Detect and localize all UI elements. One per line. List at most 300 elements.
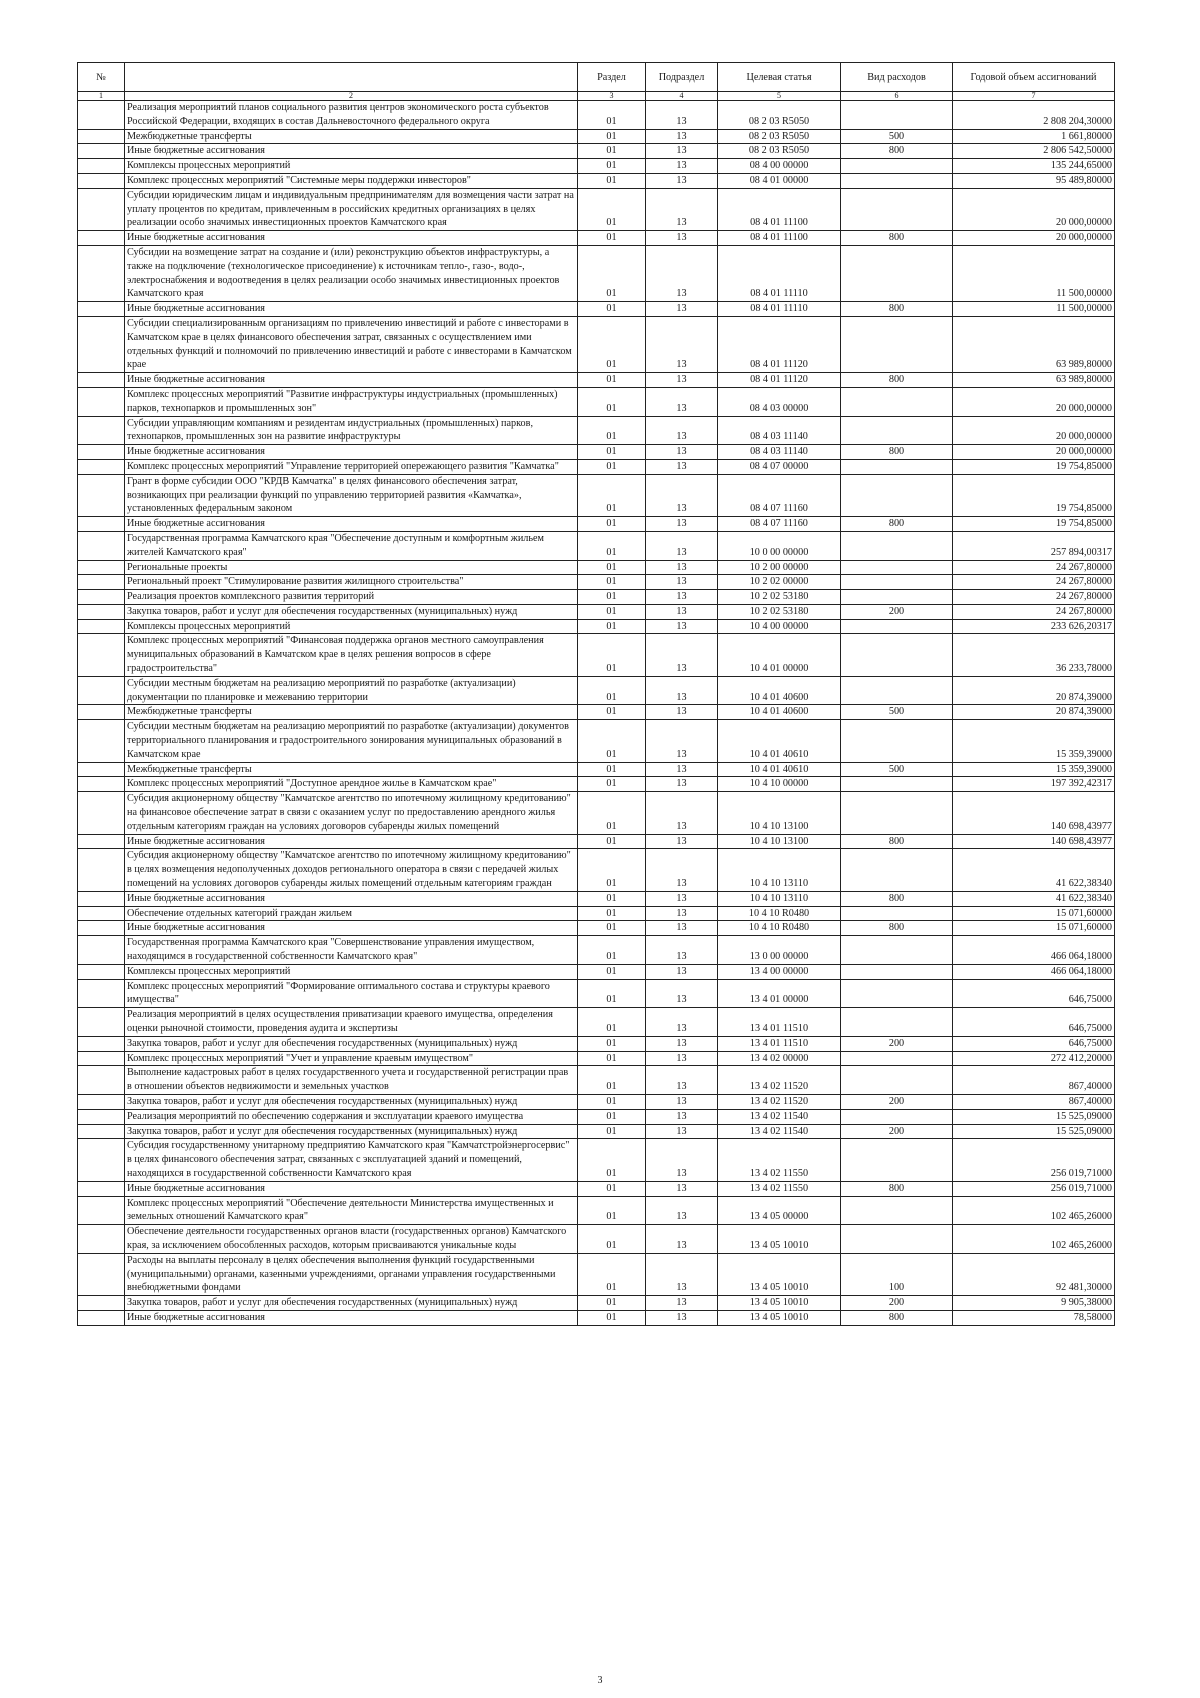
table-row [78, 834, 1115, 849]
row-target-article-cell: 13 4 02 11540 [718, 1109, 841, 1124]
row-number-cell [78, 705, 125, 720]
row-razdel-cell: 01 [578, 1109, 646, 1124]
row-amount-cell: 15 359,39000 [953, 720, 1115, 762]
row-name-cell: Иные бюджетные ассигнования [125, 834, 578, 849]
row-target-article-cell: 08 4 01 11110 [718, 302, 841, 317]
row-name-cell: Реализация мероприятий в целях осуществления приватизации краевого имущества, определения оценки рыночной стоимости, проведения аудита и экспертизы [125, 1008, 578, 1037]
row-name-cell: Иные бюджетные ассигнования [125, 144, 578, 159]
row-razdel-cell: 01 [578, 720, 646, 762]
row-name-cell: Субсидия акционерному обществу "Камчатское агентство по ипотечному жилищному кредитованию" на финансовое обеспечение затрат в связи с оказанием услуг по предоставлению арендного жилья отдельным категориям граждан на условиях договоров субаренды жилых помещений [125, 792, 578, 834]
row-podrazdel-cell: 13 [646, 387, 718, 416]
row-amount-cell: 466 064,18000 [953, 964, 1115, 979]
column-number: 6 [841, 92, 953, 101]
row-expense-type-cell [841, 1196, 953, 1225]
row-target-article-cell: 10 4 01 00000 [718, 634, 841, 676]
row-name-cell: Закупка товаров, работ и услуг для обеспечения государственных (муниципальных) нужд [125, 1036, 578, 1051]
row-razdel-cell: 01 [578, 1066, 646, 1095]
row-amount-cell: 20 000,00000 [953, 416, 1115, 445]
table-row [78, 720, 1115, 762]
row-target-article-cell: 08 4 07 11160 [718, 474, 841, 516]
row-podrazdel-cell: 13 [646, 979, 718, 1008]
row-name-cell: Государственная программа Камчатского края "Совершенствование управления имуществом, находящимся в государственной собственности Камчатского края" [125, 936, 578, 965]
row-razdel-cell: 01 [578, 1181, 646, 1196]
table-row [78, 849, 1115, 891]
row-amount-cell: 24 267,80000 [953, 604, 1115, 619]
row-razdel-cell: 01 [578, 979, 646, 1008]
row-amount-cell: 257 894,00317 [953, 531, 1115, 560]
row-amount-cell: 11 500,00000 [953, 302, 1115, 317]
row-expense-type-cell [841, 560, 953, 575]
row-name-cell: Закупка товаров, работ и услуг для обеспечения государственных (муниципальных) нужд [125, 1296, 578, 1311]
table-row [78, 459, 1115, 474]
row-expense-type-cell [841, 1139, 953, 1181]
row-target-article-cell: 08 2 03 R5050 [718, 144, 841, 159]
row-number-cell [78, 1094, 125, 1109]
row-razdel-cell: 01 [578, 762, 646, 777]
table-row [78, 1296, 1115, 1311]
row-podrazdel-cell: 13 [646, 188, 718, 230]
row-name-cell: Региональные проекты [125, 560, 578, 575]
row-target-article-cell: 13 4 00 00000 [718, 964, 841, 979]
row-name-cell: Комплексы процессных мероприятий [125, 619, 578, 634]
row-number-cell [78, 144, 125, 159]
table-row [78, 474, 1115, 516]
column-number: 1 [78, 92, 125, 101]
row-podrazdel-cell: 13 [646, 1008, 718, 1037]
row-razdel-cell: 01 [578, 1008, 646, 1037]
row-target-article-cell: 08 2 03 R5050 [718, 101, 841, 130]
row-target-article-cell: 08 4 03 11140 [718, 416, 841, 445]
row-podrazdel-cell: 13 [646, 560, 718, 575]
row-podrazdel-cell: 13 [646, 921, 718, 936]
row-razdel-cell: 01 [578, 849, 646, 891]
row-number-cell [78, 1124, 125, 1139]
row-expense-type-cell [841, 316, 953, 372]
row-amount-cell: 20 874,39000 [953, 705, 1115, 720]
row-amount-cell: 20 000,00000 [953, 231, 1115, 246]
row-razdel-cell: 01 [578, 445, 646, 460]
row-expense-type-cell [841, 1109, 953, 1124]
row-number-cell [78, 517, 125, 532]
table-row [78, 1225, 1115, 1254]
row-target-article-cell: 08 4 03 00000 [718, 387, 841, 416]
row-expense-type-cell: 200 [841, 1094, 953, 1109]
row-razdel-cell: 01 [578, 231, 646, 246]
row-podrazdel-cell: 13 [646, 1124, 718, 1139]
row-number-cell [78, 387, 125, 416]
row-target-article-cell: 13 4 02 11520 [718, 1066, 841, 1095]
row-podrazdel-cell: 13 [646, 445, 718, 460]
row-razdel-cell: 01 [578, 575, 646, 590]
row-podrazdel-cell: 13 [646, 129, 718, 144]
row-target-article-cell: 10 4 10 R0480 [718, 906, 841, 921]
row-podrazdel-cell: 13 [646, 834, 718, 849]
row-target-article-cell: 10 4 10 13100 [718, 792, 841, 834]
row-name-cell: Обеспечение деятельности государственных органов власти (государственных органов) Камчатского края, за исключением обособленных расходов, которым присваиваются уникальные коды [125, 1225, 578, 1254]
table-row [78, 387, 1115, 416]
row-number-cell [78, 1296, 125, 1311]
row-razdel-cell: 01 [578, 459, 646, 474]
row-target-article-cell: 10 4 01 40610 [718, 762, 841, 777]
row-target-article-cell: 13 4 01 11510 [718, 1008, 841, 1037]
row-razdel-cell: 01 [578, 1296, 646, 1311]
table-row [78, 1051, 1115, 1066]
row-razdel-cell: 01 [578, 1036, 646, 1051]
header-num: № [78, 63, 125, 92]
table-row [78, 1066, 1115, 1095]
row-name-cell: Расходы на выплаты персоналу в целях обеспечения выполнения функций государственными (муниципальными) органами, казенными учреждениями, органами управления государственными внебюджетными фондами [125, 1253, 578, 1295]
row-name-cell: Закупка товаров, работ и услуг для обеспечения государственных (муниципальных) нужд [125, 1094, 578, 1109]
row-number-cell [78, 173, 125, 188]
row-name-cell: Государственная программа Камчатского края "Обеспечение доступным и комфортным жильем жителей Камчатского края" [125, 531, 578, 560]
row-expense-type-cell [841, 1051, 953, 1066]
row-razdel-cell: 01 [578, 921, 646, 936]
table-row [78, 634, 1115, 676]
row-amount-cell: 41 622,38340 [953, 849, 1115, 891]
table-row [78, 231, 1115, 246]
row-target-article-cell: 13 4 05 10010 [718, 1225, 841, 1254]
row-amount-cell: 19 754,85000 [953, 459, 1115, 474]
row-razdel-cell: 01 [578, 188, 646, 230]
row-name-cell: Комплекс процессных мероприятий "Финансовая поддержка органов местного самоуправления муниципальных образований в Камчатском крае в целях решения вопросов в сфере градостроительства" [125, 634, 578, 676]
table-row [78, 590, 1115, 605]
row-number-cell [78, 676, 125, 705]
row-target-article-cell: 10 4 10 R0480 [718, 921, 841, 936]
budget-table [77, 62, 1115, 1326]
row-podrazdel-cell: 13 [646, 849, 718, 891]
row-name-cell: Комплекс процессных мероприятий "Формирование оптимального состава и структуры краевого имущества" [125, 979, 578, 1008]
row-target-article-cell: 13 4 01 11510 [718, 1036, 841, 1051]
row-razdel-cell: 01 [578, 173, 646, 188]
row-target-article-cell: 13 4 02 11520 [718, 1094, 841, 1109]
row-podrazdel-cell: 13 [646, 1051, 718, 1066]
row-target-article-cell: 08 4 01 11120 [718, 373, 841, 388]
row-podrazdel-cell: 13 [646, 964, 718, 979]
row-expense-type-cell [841, 387, 953, 416]
row-razdel-cell: 01 [578, 590, 646, 605]
row-target-article-cell: 10 4 01 40600 [718, 676, 841, 705]
table-row [78, 1036, 1115, 1051]
row-razdel-cell: 01 [578, 906, 646, 921]
table-row [78, 705, 1115, 720]
row-podrazdel-cell: 13 [646, 373, 718, 388]
row-podrazdel-cell: 13 [646, 531, 718, 560]
row-number-cell [78, 373, 125, 388]
row-name-cell: Обеспечение отдельных категорий граждан жильем [125, 906, 578, 921]
row-podrazdel-cell: 13 [646, 1196, 718, 1225]
row-razdel-cell: 01 [578, 129, 646, 144]
row-number-cell [78, 964, 125, 979]
row-name-cell: Субсидии на возмещение затрат на создание и (или) реконструкцию объектов инфраструктуры, а также на подключение (технологическое присоединение) к источникам тепло-, газо-, водо-, электроснабжения и водоотведения в целях реализации особо значимых инвестиционных проектов Камчатского края [125, 245, 578, 301]
row-number-cell [78, 231, 125, 246]
row-name-cell: Иные бюджетные ассигнования [125, 921, 578, 936]
table-row [78, 792, 1115, 834]
row-amount-cell: 95 489,80000 [953, 173, 1115, 188]
row-podrazdel-cell: 13 [646, 1094, 718, 1109]
table-row [78, 575, 1115, 590]
row-number-cell [78, 1036, 125, 1051]
row-name-cell: Межбюджетные трансферты [125, 762, 578, 777]
row-podrazdel-cell: 13 [646, 936, 718, 965]
row-name-cell: Межбюджетные трансферты [125, 705, 578, 720]
row-number-cell [78, 459, 125, 474]
row-number-cell [78, 792, 125, 834]
row-amount-cell: 78,58000 [953, 1310, 1115, 1325]
row-number-cell [78, 445, 125, 460]
row-amount-cell: 24 267,80000 [953, 560, 1115, 575]
row-amount-cell: 20 874,39000 [953, 676, 1115, 705]
row-number-cell [78, 1139, 125, 1181]
row-name-cell: Иные бюджетные ассигнования [125, 373, 578, 388]
row-podrazdel-cell: 13 [646, 459, 718, 474]
row-number-cell [78, 604, 125, 619]
row-amount-cell: 15 525,09000 [953, 1124, 1115, 1139]
row-razdel-cell: 01 [578, 1094, 646, 1109]
row-podrazdel-cell: 13 [646, 676, 718, 705]
column-number: 5 [718, 92, 841, 101]
row-expense-type-cell [841, 459, 953, 474]
row-target-article-cell: 13 4 01 00000 [718, 979, 841, 1008]
table-row [78, 144, 1115, 159]
table-row [78, 979, 1115, 1008]
row-name-cell: Субсидии местным бюджетам на реализацию мероприятий по разработке (актуализации) документов территориального планирования и градостроительного зонирования муниципальных образований в Камчатском крае [125, 720, 578, 762]
row-name-cell: Субсидии местным бюджетам на реализацию мероприятий по разработке (актуализации) документации по планировке и межеванию территории [125, 676, 578, 705]
row-number-cell [78, 1310, 125, 1325]
table-row [78, 517, 1115, 532]
row-target-article-cell: 10 4 10 00000 [718, 777, 841, 792]
row-target-article-cell: 10 4 10 13110 [718, 891, 841, 906]
row-number-cell [78, 720, 125, 762]
row-podrazdel-cell: 13 [646, 575, 718, 590]
table-row [78, 245, 1115, 301]
row-razdel-cell: 01 [578, 1051, 646, 1066]
row-expense-type-cell: 800 [841, 834, 953, 849]
row-podrazdel-cell: 13 [646, 474, 718, 516]
row-expense-type-cell [841, 159, 953, 174]
row-razdel-cell: 01 [578, 1196, 646, 1225]
row-name-cell: Субсидии юридическим лицам и индивидуальным предпринимателям для возмещения части затрат на уплату процентов по кредитам, привлеченным в российских кредитных организациях в целях реализации особо значимых инвестиционных проектов Камчатского края [125, 188, 578, 230]
row-razdel-cell: 01 [578, 604, 646, 619]
row-number-cell [78, 531, 125, 560]
column-number-row [78, 92, 1115, 101]
header-expense-type: Вид расходов [841, 63, 953, 92]
table-row [78, 1253, 1115, 1295]
table-row [78, 129, 1115, 144]
column-number: 4 [646, 92, 718, 101]
row-podrazdel-cell: 13 [646, 705, 718, 720]
row-target-article-cell: 13 4 02 11550 [718, 1181, 841, 1196]
column-number: 2 [125, 92, 578, 101]
row-razdel-cell: 01 [578, 1225, 646, 1254]
row-number-cell [78, 619, 125, 634]
row-amount-cell: 19 754,85000 [953, 474, 1115, 516]
row-name-cell: Иные бюджетные ассигнования [125, 517, 578, 532]
table-row [78, 1109, 1115, 1124]
table-row [78, 188, 1115, 230]
row-amount-cell: 63 989,80000 [953, 316, 1115, 372]
row-amount-cell: 11 500,00000 [953, 245, 1115, 301]
row-razdel-cell: 01 [578, 936, 646, 965]
row-podrazdel-cell: 13 [646, 316, 718, 372]
row-expense-type-cell [841, 590, 953, 605]
row-expense-type-cell: 800 [841, 1310, 953, 1325]
row-amount-cell: 15 359,39000 [953, 762, 1115, 777]
row-target-article-cell: 10 2 02 53180 [718, 604, 841, 619]
row-number-cell [78, 416, 125, 445]
row-target-article-cell: 10 4 01 40610 [718, 720, 841, 762]
row-podrazdel-cell: 13 [646, 1109, 718, 1124]
row-amount-cell: 24 267,80000 [953, 590, 1115, 605]
row-podrazdel-cell: 13 [646, 720, 718, 762]
row-number-cell [78, 849, 125, 891]
row-target-article-cell: 08 4 00 00000 [718, 159, 841, 174]
row-number-cell [78, 159, 125, 174]
row-podrazdel-cell: 13 [646, 762, 718, 777]
table-row [78, 604, 1115, 619]
row-razdel-cell: 01 [578, 302, 646, 317]
row-razdel-cell: 01 [578, 1253, 646, 1295]
row-name-cell: Комплексы процессных мероприятий [125, 964, 578, 979]
row-amount-cell: 233 626,20317 [953, 619, 1115, 634]
row-target-article-cell: 13 0 00 00000 [718, 936, 841, 965]
row-amount-cell: 646,75000 [953, 979, 1115, 1008]
column-number: 7 [953, 92, 1115, 101]
row-expense-type-cell [841, 777, 953, 792]
row-podrazdel-cell: 13 [646, 634, 718, 676]
row-name-cell: Комплекс процессных мероприятий "Развитие инфраструктуры индустриальных (промышленных) парков, технопарков и промышленных зон" [125, 387, 578, 416]
row-amount-cell: 140 698,43977 [953, 834, 1115, 849]
row-expense-type-cell [841, 619, 953, 634]
row-name-cell: Реализация мероприятий планов социального развития центров экономического роста субъектов Российской Федерации, входящих в состав Дальневосточного федерального округа [125, 101, 578, 130]
row-target-article-cell: 13 4 05 10010 [718, 1310, 841, 1325]
row-name-cell: Комплекс процессных мероприятий "Управление территорией опережающего развития "Камчатка" [125, 459, 578, 474]
row-number-cell [78, 891, 125, 906]
row-expense-type-cell [841, 979, 953, 1008]
row-name-cell: Иные бюджетные ассигнования [125, 231, 578, 246]
header-row [78, 63, 1115, 92]
row-expense-type-cell [841, 792, 953, 834]
row-amount-cell: 646,75000 [953, 1036, 1115, 1051]
row-target-article-cell: 10 0 00 00000 [718, 531, 841, 560]
row-number-cell [78, 316, 125, 372]
row-name-cell: Закупка товаров, работ и услуг для обеспечения государственных (муниципальных) нужд [125, 604, 578, 619]
table-row [78, 373, 1115, 388]
table-row [78, 316, 1115, 372]
row-expense-type-cell [841, 1225, 953, 1254]
row-expense-type-cell: 800 [841, 302, 953, 317]
row-name-cell: Субсидии специализированным организациям по привлечению инвестиций и работе с инвесторами в Камчатском крае в целях финансового обеспечения затрат, связанных с осуществлением ими отдельных функций и полномочий по привлечению инвестиций и работе с инвесторами в Камчатском крае [125, 316, 578, 372]
row-amount-cell: 41 622,38340 [953, 891, 1115, 906]
row-name-cell: Комплекс процессных мероприятий "Системные меры поддержки инвесторов" [125, 173, 578, 188]
row-target-article-cell: 13 4 02 11540 [718, 1124, 841, 1139]
row-amount-cell: 2 808 204,30000 [953, 101, 1115, 130]
header-name [125, 63, 578, 92]
row-number-cell [78, 936, 125, 965]
row-podrazdel-cell: 13 [646, 619, 718, 634]
row-target-article-cell: 08 4 07 00000 [718, 459, 841, 474]
row-number-cell [78, 1196, 125, 1225]
row-expense-type-cell: 200 [841, 604, 953, 619]
row-podrazdel-cell: 13 [646, 891, 718, 906]
row-name-cell: Субсидия государственному унитарному предприятию Камчатского края "Камчатстройэнергосервис" в целях финансового обеспечения затрат, связанных с эксплуатацией зданий и помещений, находящихся в государственной собственности Камчатского края [125, 1139, 578, 1181]
table-row [78, 777, 1115, 792]
row-podrazdel-cell: 13 [646, 1066, 718, 1095]
row-podrazdel-cell: 13 [646, 1139, 718, 1181]
row-amount-cell: 256 019,71000 [953, 1139, 1115, 1181]
row-target-article-cell: 08 4 07 11160 [718, 517, 841, 532]
row-expense-type-cell [841, 1008, 953, 1037]
row-expense-type-cell: 800 [841, 144, 953, 159]
row-razdel-cell: 01 [578, 316, 646, 372]
row-podrazdel-cell: 13 [646, 416, 718, 445]
table-row [78, 560, 1115, 575]
row-razdel-cell: 01 [578, 474, 646, 516]
row-amount-cell: 466 064,18000 [953, 936, 1115, 965]
row-expense-type-cell [841, 634, 953, 676]
table-row [78, 1094, 1115, 1109]
row-number-cell [78, 1109, 125, 1124]
row-expense-type-cell [841, 173, 953, 188]
table-row [78, 1310, 1115, 1325]
row-expense-type-cell: 500 [841, 762, 953, 777]
row-target-article-cell: 10 4 00 00000 [718, 619, 841, 634]
row-expense-type-cell [841, 1066, 953, 1095]
row-podrazdel-cell: 13 [646, 1253, 718, 1295]
row-podrazdel-cell: 13 [646, 604, 718, 619]
row-number-cell [78, 762, 125, 777]
row-expense-type-cell: 800 [841, 231, 953, 246]
row-expense-type-cell: 500 [841, 705, 953, 720]
row-podrazdel-cell: 13 [646, 1296, 718, 1311]
row-target-article-cell: 10 4 10 13110 [718, 849, 841, 891]
row-number-cell [78, 906, 125, 921]
row-expense-type-cell [841, 474, 953, 516]
page-number: 3 [597, 1675, 603, 1686]
row-name-cell: Выполнение кадастровых работ в целях государственного учета и государственной регистрации прав в отношении объектов недвижимости и земельных участков [125, 1066, 578, 1095]
row-name-cell: Реализация проектов комплексного развития территорий [125, 590, 578, 605]
row-expense-type-cell [841, 720, 953, 762]
row-expense-type-cell [841, 188, 953, 230]
row-amount-cell: 36 233,78000 [953, 634, 1115, 676]
table-row [78, 1124, 1115, 1139]
row-name-cell: Закупка товаров, работ и услуг для обеспечения государственных (муниципальных) нужд [125, 1124, 578, 1139]
row-number-cell [78, 474, 125, 516]
row-number-cell [78, 921, 125, 936]
row-expense-type-cell: 800 [841, 517, 953, 532]
row-target-article-cell: 13 4 05 10010 [718, 1296, 841, 1311]
row-number-cell [78, 188, 125, 230]
row-name-cell: Комплексы процессных мероприятий [125, 159, 578, 174]
row-podrazdel-cell: 13 [646, 144, 718, 159]
row-target-article-cell: 08 4 01 11100 [718, 188, 841, 230]
row-expense-type-cell: 800 [841, 1181, 953, 1196]
row-razdel-cell: 01 [578, 891, 646, 906]
row-target-article-cell: 13 4 02 00000 [718, 1051, 841, 1066]
row-name-cell: Комплекс процессных мероприятий "Обеспечение деятельности Министерства имущественных и земельных отношений Камчатского края" [125, 1196, 578, 1225]
table-row [78, 964, 1115, 979]
table-row [78, 1196, 1115, 1225]
row-name-cell: Комплекс процессных мероприятий "Доступное арендное жилье в Камчатском крае" [125, 777, 578, 792]
row-razdel-cell: 01 [578, 531, 646, 560]
row-target-article-cell: 08 4 01 11110 [718, 245, 841, 301]
row-podrazdel-cell: 13 [646, 1225, 718, 1254]
row-razdel-cell: 01 [578, 634, 646, 676]
row-target-article-cell: 13 4 05 10010 [718, 1253, 841, 1295]
row-number-cell [78, 1225, 125, 1254]
row-expense-type-cell [841, 849, 953, 891]
row-number-cell [78, 1008, 125, 1037]
header-razdel: Раздел [578, 63, 646, 92]
